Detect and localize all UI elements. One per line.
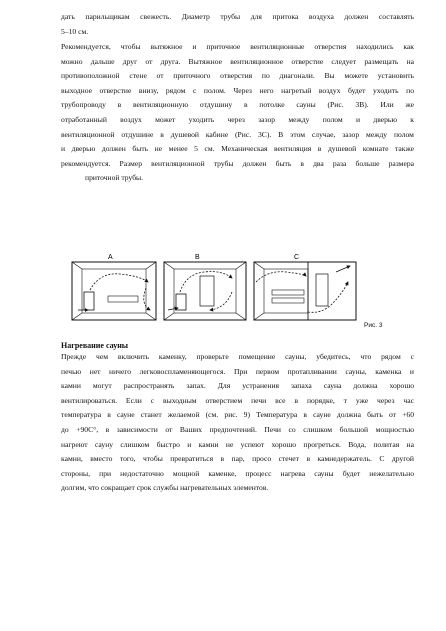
text-line: и дверью должен быть не менее 5 см. Механическая вентиляция в душевой комнате также — [61, 144, 414, 154]
text-line: Рекомендуется, чтобы вытяжное и приточное вентиляционные отверстия находились как — [61, 42, 414, 51]
text-line: приточной трубы. — [85, 173, 144, 183]
paragraph-intro — [61, 10, 414, 39]
text-line: Прежде чем включить каменку, проверьте помещение сауны, убедитесь, что рядом с — [61, 352, 414, 361]
section-heading: Нагревание сауны — [61, 341, 129, 350]
diagram-panel-a — [72, 254, 156, 320]
text-line: печью нет ничего легковоспламеняющегося. При первом протапливании сауны, каменка и — [61, 366, 414, 376]
text-line: дать парильщикам свежесть. Диаметр трубы для притока воздуха должен составлять — [61, 12, 414, 21]
text-line: выходное отверстие внизу, рядом с полом. Через него нагретый воздух будет уходить по — [61, 85, 414, 95]
panel-label-a: A — [108, 254, 113, 261]
paragraph-heating — [61, 350, 414, 496]
paragraph-ventilation — [61, 40, 414, 186]
panel-label-b: B — [195, 254, 200, 261]
ventilation-figure — [60, 252, 390, 324]
panel-label-c: C — [294, 254, 300, 261]
text-line: вентилироваться. Если с выходным отверстием печи все в порядке, т уже через час — [61, 395, 414, 405]
text-line: камни, вместо того, чтобы превратиться в пар, просо стечет в камнедержатель. С другой — [61, 454, 414, 464]
text-line: 5–10 см. — [61, 26, 89, 36]
text-line: отработанный воздух может уходить через зазор между полом и дверью к — [61, 114, 414, 124]
text-line: до +90С°, в зависимости от Ваших предпочтений. Печи со слишком большой мощностью — [61, 424, 414, 434]
text-line: можно дальше друг от друга. Вытяжное вентиляционное отверстие следует размещать на — [61, 56, 414, 66]
text-line: камни могут распространять запах. Для устранения запаха сауна должна хорошо — [61, 381, 414, 391]
text-line: температура в сауне станет желаемой (см. рис. 9) Температура в сауне должна быть от +60 — [61, 410, 414, 420]
diagram-panel-c — [254, 254, 356, 320]
text-line: долгим, что сокращает срок службы нагревательных элементов. — [61, 483, 269, 493]
text-line: рекомендуется. Размер вентиляционной трубы должен быть в два раза больше размера — [61, 158, 414, 168]
text-line: противоположной стене от приточного отверстия по диагонали. Вы можете установить — [61, 71, 414, 81]
text-line: вентиляционной отдушине в душевой кабине (Рис. 3С). В этом случае, зазор между полом — [61, 129, 414, 139]
text-line: стороны, при недостаточно мощной каменке, процесс нагрева сауны будет нежелательно — [61, 468, 414, 478]
figure-caption: Рис. 3 — [364, 322, 383, 329]
text-line: нагреют сауну слишком быстро и камни не успеют хорошо прогреться. Вода, политая на — [61, 439, 414, 449]
diagram-panel-b — [164, 254, 246, 320]
text-line: трубопроводу в вентиляционную отдушину в потолке сауны (Рис. 3В). Или же — [61, 100, 414, 110]
